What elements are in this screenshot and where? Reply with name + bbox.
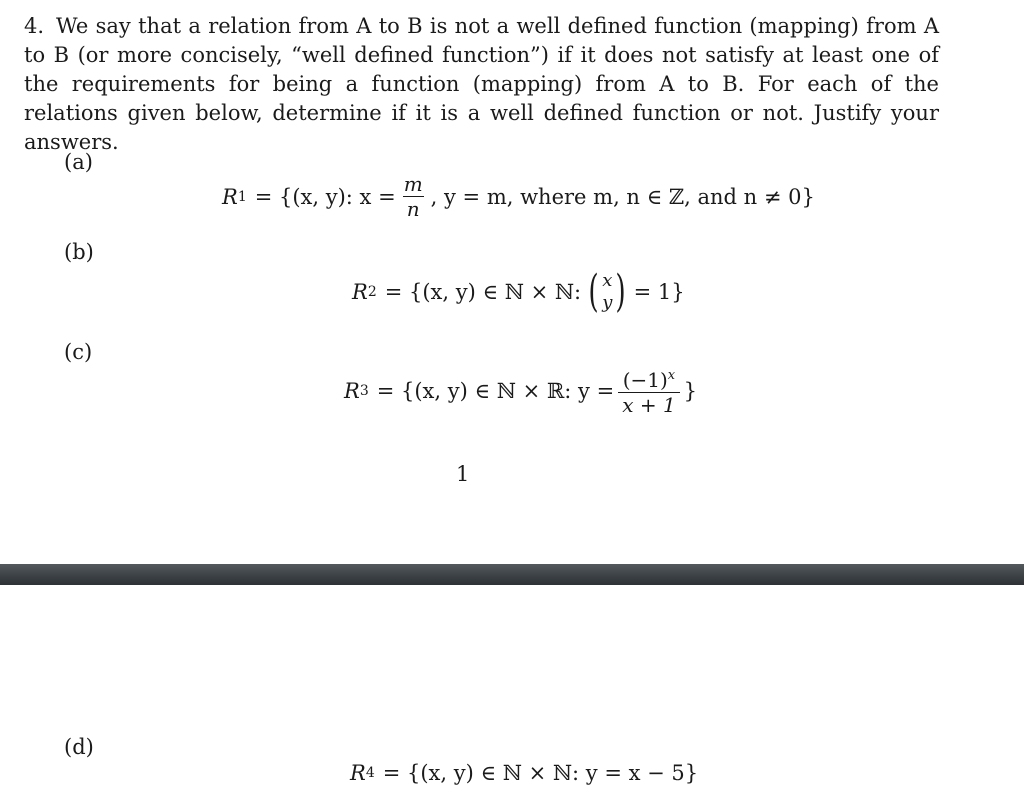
r3-subscript: 3 (359, 382, 369, 399)
r1-rest: , y = m, where m, n ∈ ℤ, and n ≠ 0} (430, 184, 815, 209)
part-a-label: (a) (64, 150, 93, 174)
r3-frac-denominator: x + 1 (618, 392, 679, 417)
problem-text: We say that a relation from A to B is not a well defined function (mapping) from A to B (or more concisely, “well defined function”) if it does not satisfy at least one of the requirements for being a function (mapping) from A to B. For each of the relations given below, determine if it is a well defined function or not. Justify your answers. (24, 14, 939, 154)
r2-rest: = 1} (633, 280, 685, 304)
formula-r2 (352, 266, 685, 317)
r3-set-open: = {(x, y) ∈ ℕ × ℝ: y = (376, 378, 615, 403)
r3-num-base: (−1) (622, 368, 668, 392)
r3-fraction (618, 364, 679, 417)
problem-number: 4. (24, 14, 45, 38)
r2-binomial: ( x y ) (588, 266, 627, 317)
page-bottom (0, 585, 1024, 808)
problem-statement (24, 12, 939, 157)
r1-frac-denominator: n (403, 196, 424, 221)
r3-frac-numerator (619, 364, 679, 392)
r1-set-open: = {(x, y): x = (254, 184, 396, 209)
r2-subscript: 2 (367, 284, 377, 300)
r1-subscript: 1 (237, 188, 247, 205)
formula-r1 (222, 172, 815, 221)
r1-symbol: R (222, 184, 238, 209)
r3-symbol: R (344, 378, 360, 403)
formula-r4 (350, 761, 698, 785)
r1-fraction (400, 172, 427, 221)
r3-rest: } (683, 378, 698, 403)
part-d-label: (d) (64, 735, 94, 759)
r2-binom-bottom: y (602, 292, 613, 313)
r4-symbol: R (350, 761, 366, 785)
r3-num-exponent: x (667, 368, 676, 383)
formula-r3 (344, 364, 697, 417)
r4-set: = {(x, y) ∈ ℕ × ℕ: y = x − 5} (382, 761, 699, 785)
page-divider (0, 564, 1024, 585)
part-b-label: (b) (64, 240, 94, 264)
part-c-label: (c) (64, 340, 93, 364)
r2-set-open: = {(x, y) ∈ ℕ × ℕ: (384, 280, 582, 304)
r1-frac-numerator: m (403, 172, 423, 196)
r4-subscript: 4 (365, 765, 375, 781)
page-number: 1 (456, 462, 470, 486)
r2-symbol: R (352, 280, 368, 304)
r2-binom-top: x (602, 270, 613, 291)
